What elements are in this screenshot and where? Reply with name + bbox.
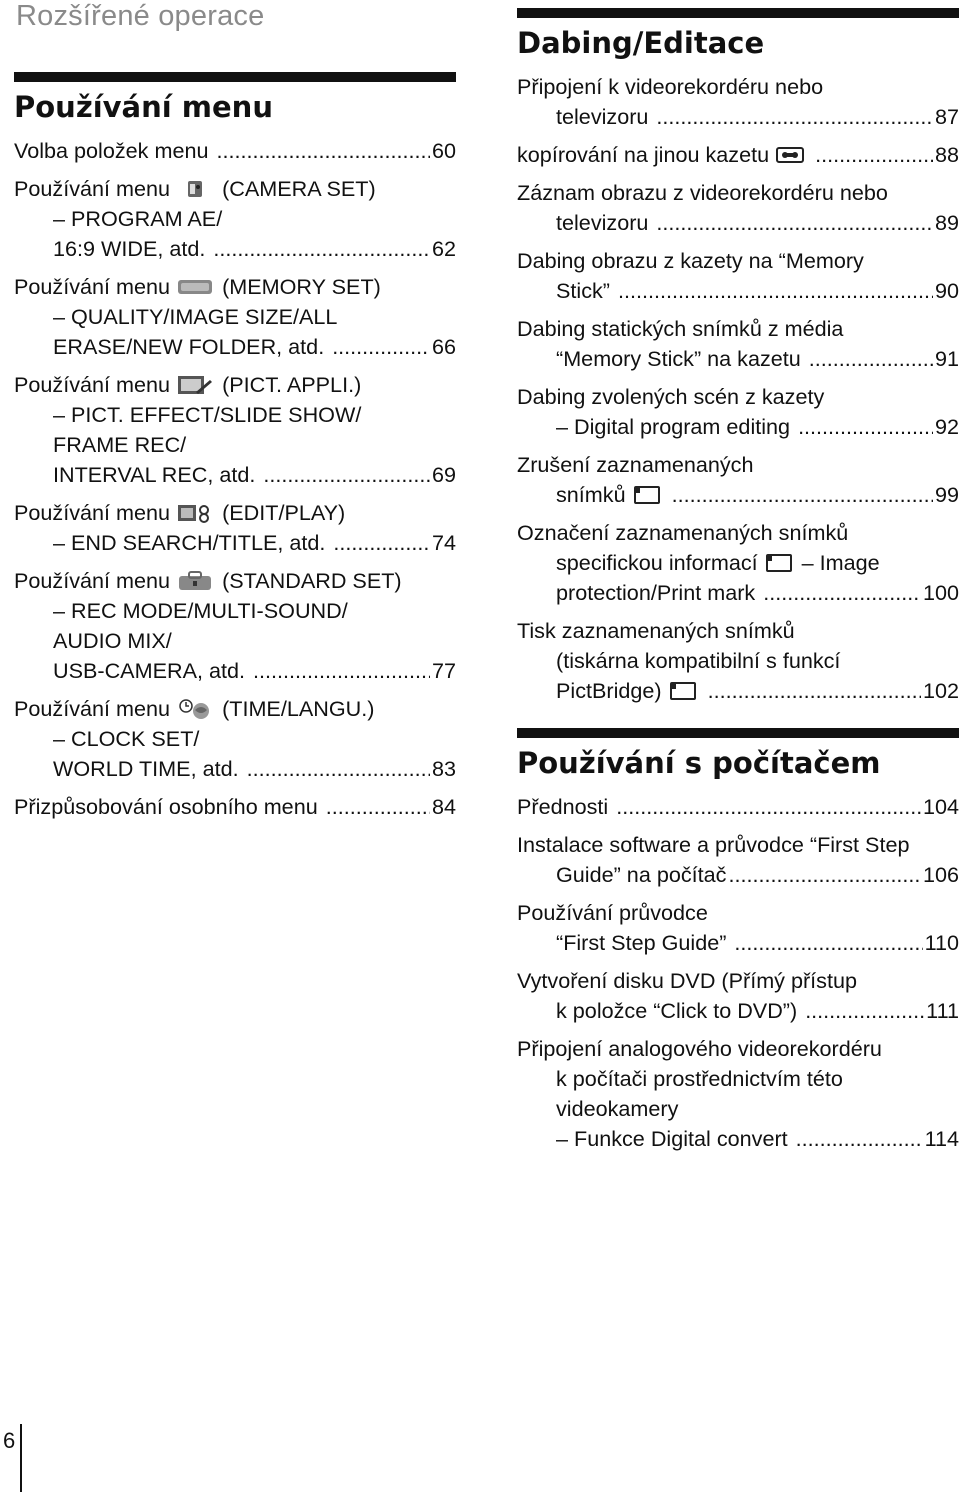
toc-entry-line <box>517 276 959 306</box>
memory-stick-icon <box>668 680 698 702</box>
page-header-title: Rozšířené operace <box>16 0 265 32</box>
toc-entry-line <box>517 480 959 510</box>
toc-entry-text: AUDIO MIX/ <box>53 628 172 653</box>
toc-entry-text: (tiskárna kompatibilní s funkcí <box>556 648 841 673</box>
dot-leader <box>656 208 933 238</box>
toc-entry-text: snímků <box>556 482 626 507</box>
toc-entry-text: – REC MODE/MULTI-SOUND/ <box>53 598 348 623</box>
toc-entry-line <box>14 792 456 822</box>
toc-entry-text: ERASE/NEW FOLDER, atd. <box>53 334 331 359</box>
toc-entry-text: Označení zaznamenaných snímků <box>517 520 849 545</box>
page-ref[interactable]: 77 <box>431 658 456 683</box>
toc-entry-line <box>14 656 456 686</box>
toc-entry-text: – Funkce Digital convert <box>556 1126 794 1151</box>
toc-entry-text: – QUALITY/IMAGE SIZE/ALL <box>53 304 338 329</box>
toc-entry-text: Stick” <box>556 278 616 303</box>
toc-entry[interactable] <box>517 72 959 132</box>
toc-entry-text: INTERVAL REC, atd. <box>53 462 262 487</box>
page-ref[interactable]: 83 <box>431 756 456 781</box>
toc-entry-line <box>517 830 959 860</box>
toc-entry-line <box>14 498 456 528</box>
toc-entry-text: Vytvoření disku DVD (Přímý přístup <box>517 968 857 993</box>
toc-entry-line <box>517 518 959 548</box>
toc-entry[interactable] <box>517 792 959 822</box>
toc-entry[interactable] <box>517 382 959 442</box>
toc-entry-line <box>517 72 959 102</box>
dot-leader <box>263 460 430 490</box>
page-ref[interactable]: 92 <box>934 414 959 439</box>
toc-entry[interactable] <box>517 966 959 1026</box>
page-ref[interactable]: 60 <box>431 138 456 163</box>
page-ref[interactable]: 102 <box>922 678 959 703</box>
page-ref[interactable]: 89 <box>934 210 959 235</box>
toc-entry[interactable] <box>517 140 959 170</box>
tape-icon <box>775 144 805 166</box>
dot-leader <box>728 860 921 890</box>
toc-entry-text: – CLOCK SET/ <box>53 726 200 751</box>
toc-entry[interactable] <box>517 898 959 958</box>
dot-leader <box>616 792 921 822</box>
toc-entry-line <box>517 996 959 1026</box>
toc-entry-text: Používání menu <box>14 500 171 525</box>
toc-entry-text: Volba položek menu <box>14 138 215 163</box>
toc-entry-text: Přizpůsobování osobního menu <box>14 794 324 819</box>
toc-entry-text: – Digital program editing <box>556 414 797 439</box>
toc-entry-text: – PROGRAM AE/ <box>53 206 223 231</box>
toc-entry-text: Připojení k videorekordéru nebo <box>517 74 824 99</box>
memory-stick-icon <box>632 484 662 506</box>
toc-entry-text: Dabing obrazu z kazety na “Memory <box>517 248 864 273</box>
dot-leader <box>796 1124 923 1154</box>
toc-entry-line <box>14 596 456 626</box>
toc-entry-line <box>517 140 959 170</box>
toc-entry-line <box>14 694 456 724</box>
toc-entry[interactable] <box>517 246 959 306</box>
toc-entry-text: WORLD TIME, atd. <box>53 756 245 781</box>
toc-entry[interactable] <box>517 1034 959 1154</box>
toc-entry-line <box>517 966 959 996</box>
dot-leader <box>815 140 933 170</box>
toc-entry[interactable] <box>517 178 959 238</box>
section-rule <box>517 728 959 738</box>
toc-entry-line <box>517 450 959 480</box>
toc-entry-text-suffix: (MEMORY SET) <box>222 274 381 299</box>
page-ref[interactable]: 99 <box>934 482 959 507</box>
dot-leader <box>247 754 430 784</box>
toc-entry-text: USB-CAMERA, atd. <box>53 658 251 683</box>
toc-entry-line <box>14 754 456 784</box>
section-title: Používání s počítačem <box>517 746 881 780</box>
toc-entry[interactable] <box>517 518 959 608</box>
toc-entry-line <box>14 724 456 754</box>
toc-entry-line <box>14 528 456 558</box>
toc-entry[interactable] <box>517 830 959 890</box>
toc-entry-text: 16:9 WIDE, atd. <box>53 236 212 261</box>
toc-entry-line <box>14 332 456 362</box>
toc-entry-line <box>517 1064 959 1094</box>
dot-leader <box>798 412 933 442</box>
toc-entry-text: “First Step Guide” <box>556 930 733 955</box>
standard-set-icon <box>176 570 214 592</box>
page-ref[interactable]: 110 <box>924 930 959 955</box>
toc-entry-text-suffix: (PICT. APPLI.) <box>222 372 362 397</box>
toc-entry[interactable] <box>517 314 959 374</box>
toc-entry-text-suffix: (TIME/LANGU.) <box>222 696 375 721</box>
toc-entry-text: televizoru <box>556 104 655 129</box>
dot-leader <box>253 656 430 686</box>
toc-entry-text: Záznam obrazu z videorekordéru nebo <box>517 180 888 205</box>
memory-stick-icon <box>764 552 794 574</box>
toc-entry-text: Používání menu <box>14 176 171 201</box>
toc-entry-text: Používání menu <box>14 274 171 299</box>
toc-entry-line <box>14 400 456 430</box>
page-ref[interactable]: 90 <box>934 278 959 303</box>
toc-entry-line <box>14 234 456 264</box>
toc-entry-line <box>517 382 959 412</box>
page-ref[interactable]: 88 <box>934 142 959 167</box>
toc-entry-line <box>517 178 959 208</box>
toc-entry-line <box>14 174 456 204</box>
toc-entry-text: k položce “Click to DVD”) <box>556 998 804 1023</box>
toc-entry-text: – END SEARCH/TITLE, atd. <box>53 530 332 555</box>
toc-entry[interactable] <box>14 272 456 362</box>
toc-entry-line <box>517 246 959 276</box>
page-ref[interactable]: 62 <box>431 236 456 261</box>
toc-entry-line <box>517 314 959 344</box>
toc-entry-line <box>517 578 959 608</box>
dot-leader <box>656 102 933 132</box>
page-ref[interactable]: 104 <box>922 794 959 819</box>
toc-entry-text: – PICT. EFFECT/SLIDE SHOW/ <box>53 402 362 427</box>
memory-set-icon <box>176 276 214 298</box>
toc-entry-line <box>14 566 456 596</box>
dot-leader <box>618 276 933 306</box>
dot-leader <box>326 792 430 822</box>
toc-entry[interactable] <box>14 694 456 784</box>
left-column <box>14 72 456 830</box>
toc-entry-text: Tisk zaznamenaných snímků <box>517 618 795 643</box>
toc-entry-text: Zrušení zaznamenaných <box>517 452 754 477</box>
toc-entry-text: Přednosti <box>517 794 615 819</box>
toc-entry-text: specifickou informací <box>556 550 758 575</box>
toc-entry-text: k počítači prostřednictvím této <box>556 1066 843 1091</box>
toc-entry-line <box>517 102 959 132</box>
page-ref[interactable]: 111 <box>926 998 959 1023</box>
toc-entry-text: “Memory Stick” na kazetu <box>556 346 807 371</box>
toc-entry-text: Instalace software a průvodce “First Step <box>517 832 910 857</box>
dot-leader <box>332 332 430 362</box>
toc-entry-line <box>517 676 959 706</box>
toc-entry-text: kopírování na jinou kazetu <box>517 142 770 167</box>
toc-entry-text: Dabing zvolených scén z kazety <box>517 384 825 409</box>
toc-entry-text: Používání menu <box>14 568 171 593</box>
toc-entry[interactable] <box>14 174 456 264</box>
page-ref[interactable]: 74 <box>431 530 456 555</box>
toc-entry-line <box>517 344 959 374</box>
toc-entry[interactable] <box>14 370 456 490</box>
camera-set-icon <box>176 178 214 200</box>
toc-section <box>14 72 456 822</box>
page-ref[interactable]: 69 <box>431 462 456 487</box>
dot-leader <box>333 528 430 558</box>
page-ref[interactable]: 106 <box>922 862 959 887</box>
toc-entry-text-suffix: (EDIT/PLAY) <box>222 500 346 525</box>
toc-entry[interactable] <box>14 136 456 166</box>
toc-entry-line <box>14 204 456 234</box>
toc-entry-line <box>14 460 456 490</box>
page-ref[interactable]: 84 <box>431 794 456 819</box>
dot-leader <box>213 234 430 264</box>
page-ref[interactable]: 66 <box>431 334 456 359</box>
toc-entry-line <box>517 792 959 822</box>
toc-entry-line <box>517 860 959 890</box>
toc-section <box>517 8 959 706</box>
toc-entry-text: Guide” na počítač <box>556 862 727 887</box>
toc-entry[interactable] <box>517 450 959 510</box>
toc-entry-line <box>517 898 959 928</box>
toc-entry-line <box>517 1094 959 1124</box>
toc-entry-text: Používání průvodce <box>517 900 708 925</box>
toc-entry[interactable] <box>517 616 959 706</box>
section-title: Dabing/Editace <box>517 26 765 60</box>
toc-entry-line <box>517 548 959 578</box>
toc-entry-text-suffix: – Image <box>801 550 880 575</box>
toc-entry-line <box>14 430 456 460</box>
toc-entry-line <box>517 646 959 676</box>
page-number-divider <box>20 1424 22 1492</box>
page-ref[interactable]: 87 <box>934 104 959 129</box>
dot-leader <box>672 480 933 510</box>
section-title: Používání menu <box>14 90 273 124</box>
dot-leader <box>708 676 921 706</box>
toc-entry-line <box>14 370 456 400</box>
toc-entry-text-suffix: (CAMERA SET) <box>222 176 376 201</box>
toc-entry-text: videokamery <box>556 1096 679 1121</box>
page-ref[interactable]: 114 <box>924 1126 959 1151</box>
dot-leader <box>734 928 922 958</box>
toc-entry-line <box>14 302 456 332</box>
dot-leader <box>763 578 921 608</box>
page-ref[interactable]: 100 <box>922 580 959 605</box>
dot-leader <box>805 996 924 1026</box>
page-number: 6 <box>3 1428 16 1453</box>
toc-entry-line <box>517 208 959 238</box>
toc-entry-text: FRAME REC/ <box>53 432 187 457</box>
toc-entry-text: Dabing statických snímků z média <box>517 316 844 341</box>
toc-entry-line <box>517 928 959 958</box>
right-column <box>517 8 959 1162</box>
toc-entry-text: Používání menu <box>14 696 171 721</box>
toc-entry[interactable] <box>14 498 456 558</box>
toc-entry-line <box>517 1034 959 1064</box>
toc-entry[interactable] <box>14 566 456 686</box>
toc-entry-line <box>14 272 456 302</box>
toc-entry-line <box>14 626 456 656</box>
dot-leader <box>809 344 933 374</box>
toc-entry[interactable] <box>14 792 456 822</box>
toc-entry-text: PictBridge) <box>556 678 662 703</box>
toc-entry-text-suffix: (STANDARD SET) <box>222 568 402 593</box>
toc-entry-text: televizoru <box>556 210 655 235</box>
page-ref[interactable]: 91 <box>934 346 959 371</box>
toc-entry-line <box>14 136 456 166</box>
section-rule <box>517 8 959 18</box>
section-rule <box>14 72 456 82</box>
toc-entry-line <box>517 412 959 442</box>
pict-appli-icon <box>176 374 214 396</box>
toc-entry-line <box>517 616 959 646</box>
dot-leader <box>216 136 429 166</box>
toc-entry-text: Připojení analogového videorekordéru <box>517 1036 882 1061</box>
toc-entry-line <box>517 1124 959 1154</box>
toc-section <box>517 728 959 1154</box>
time-langu-icon <box>176 698 214 720</box>
toc-entry-text: protection/Print mark <box>556 580 762 605</box>
toc-entry-text: Používání menu <box>14 372 171 397</box>
edit-play-icon <box>176 502 214 524</box>
